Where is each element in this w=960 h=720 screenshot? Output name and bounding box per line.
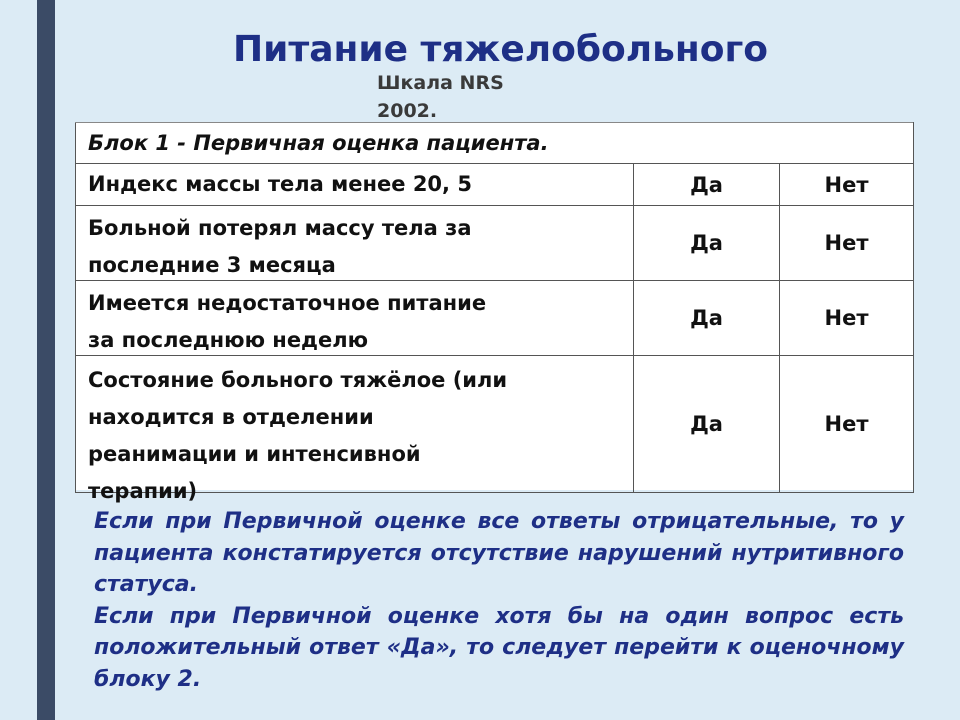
answer-no: Нет	[780, 164, 914, 206]
block-header-row	[76, 123, 914, 164]
question-line: терапии)	[88, 479, 198, 503]
slide-title: Питание тяжелобольного	[233, 29, 769, 70]
answer-yes: Да	[634, 356, 780, 493]
left-accent-bar	[37, 0, 55, 720]
question-line: за последнюю неделю	[88, 328, 369, 352]
answer-no: Нет	[780, 206, 914, 281]
note-paragraph-2: Если при Первичной оценке хотя бы на один вопрос есть положительный ответ «Да», то следует перейти к оценочному блоку 2.	[94, 603, 904, 692]
subtitle	[377, 69, 557, 125]
question-line: Состояние больного тяжёлое (или	[88, 368, 508, 392]
table-row	[76, 356, 914, 493]
table-row	[76, 206, 914, 281]
subtitle-line-1: Шкала NRS	[377, 72, 504, 94]
block-header: Блок 1 - Первичная оценка пациента.	[76, 123, 914, 164]
question-line: Индекс массы тела менее 20, 5	[88, 172, 472, 196]
question-cell	[76, 206, 634, 281]
answer-yes: Да	[634, 206, 780, 281]
question-line: Имеется недостаточное питание	[88, 291, 487, 315]
table-row	[76, 164, 914, 206]
answer-no: Нет	[780, 356, 914, 493]
note-paragraph-1: Если при Первичной оценке все ответы отрицательные, то у пациента констатируется отсутствие нарушений нутритивного статуса.	[94, 509, 904, 597]
nrs-screening-table	[75, 122, 913, 503]
question-line: находится в отделении	[88, 405, 374, 429]
subtitle-line-2: 2002.	[377, 100, 438, 122]
question-line: последние 3 месяца	[88, 253, 336, 277]
conclusion-note	[94, 506, 904, 695]
question-cell	[76, 164, 634, 206]
answer-no: Нет	[780, 281, 914, 356]
answer-yes: Да	[634, 281, 780, 356]
question-cell	[76, 281, 634, 356]
answer-yes: Да	[634, 164, 780, 206]
question-line: Больной потерял массу тела за	[88, 216, 472, 240]
question-cell	[76, 356, 634, 503]
question-line: реанимации и интенсивной	[88, 442, 421, 466]
table-row	[76, 281, 914, 356]
